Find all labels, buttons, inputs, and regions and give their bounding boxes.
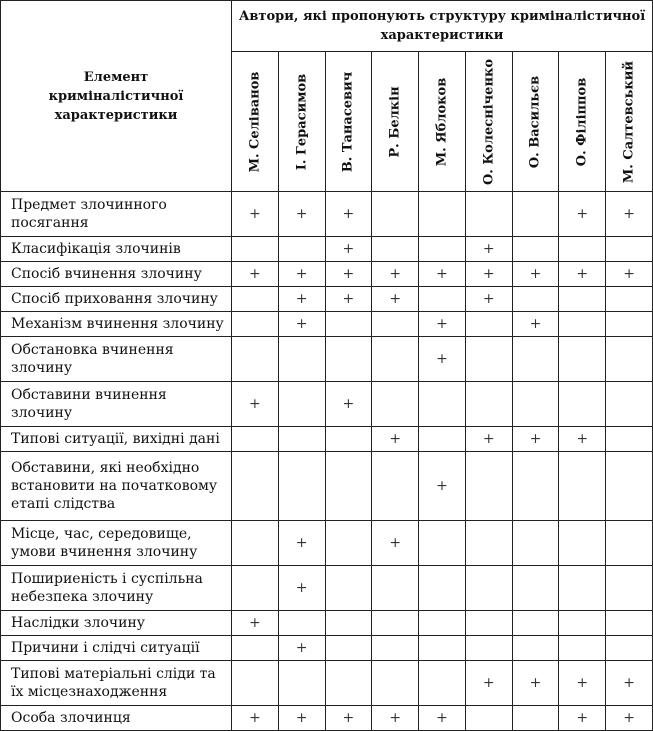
row-label: Причини і слідчі ситуації xyxy=(1,636,232,661)
empty-cell xyxy=(419,661,466,706)
empty-cell xyxy=(419,636,466,661)
empty-cell xyxy=(325,521,372,566)
empty-cell xyxy=(512,521,559,566)
empty-cell xyxy=(559,521,606,566)
row-label: Пошириеність і суспільна небезпека злочину xyxy=(1,566,232,611)
table-row xyxy=(1,287,653,312)
plus-mark-cell: + xyxy=(606,706,653,731)
author-header xyxy=(372,52,419,192)
plus-mark-cell: + xyxy=(606,192,653,237)
row-label: Типові ситуації, вихідні дані xyxy=(1,427,232,452)
empty-cell xyxy=(559,636,606,661)
table-row xyxy=(1,636,653,661)
plus-mark-cell: + xyxy=(465,661,512,706)
plus-mark-cell: + xyxy=(278,262,325,287)
table-row xyxy=(1,337,653,382)
plus-mark-cell: + xyxy=(372,287,419,312)
empty-cell xyxy=(606,237,653,262)
plus-mark-cell: + xyxy=(232,611,279,636)
plus-mark-cell: + xyxy=(465,262,512,287)
empty-cell xyxy=(419,192,466,237)
empty-cell xyxy=(232,636,279,661)
empty-cell xyxy=(278,337,325,382)
empty-cell xyxy=(559,566,606,611)
row-label: Особа злочинця xyxy=(1,706,232,731)
empty-cell xyxy=(465,521,512,566)
empty-cell xyxy=(419,521,466,566)
author-name: М. Селіванов xyxy=(247,71,263,172)
empty-cell xyxy=(372,452,419,521)
table-row xyxy=(1,192,653,237)
author-header xyxy=(465,52,512,192)
plus-mark-cell: + xyxy=(325,192,372,237)
empty-cell xyxy=(465,611,512,636)
empty-cell xyxy=(325,427,372,452)
empty-cell xyxy=(606,287,653,312)
empty-cell xyxy=(325,452,372,521)
plus-mark-cell: + xyxy=(559,706,606,731)
plus-mark-cell: + xyxy=(372,427,419,452)
plus-mark-cell: + xyxy=(606,262,653,287)
empty-cell xyxy=(606,337,653,382)
empty-cell xyxy=(465,566,512,611)
empty-cell xyxy=(512,192,559,237)
plus-mark-cell: + xyxy=(372,521,419,566)
empty-cell xyxy=(512,452,559,521)
table-row xyxy=(1,566,653,611)
plus-mark-cell: + xyxy=(278,312,325,337)
element-column-header: Елемент криміналістичної характеристики xyxy=(1,1,232,192)
table-row xyxy=(1,521,653,566)
empty-cell xyxy=(232,237,279,262)
plus-mark-cell: + xyxy=(278,192,325,237)
empty-cell xyxy=(325,661,372,706)
empty-cell xyxy=(512,611,559,636)
empty-cell xyxy=(325,566,372,611)
empty-cell xyxy=(278,237,325,262)
empty-cell xyxy=(278,611,325,636)
empty-cell xyxy=(606,382,653,427)
empty-cell xyxy=(512,566,559,611)
plus-mark-cell: + xyxy=(372,262,419,287)
author-name: Р. Белкін xyxy=(387,85,403,158)
empty-cell xyxy=(419,382,466,427)
plus-mark-cell: + xyxy=(419,337,466,382)
author-header xyxy=(559,52,606,192)
plus-mark-cell: + xyxy=(512,262,559,287)
empty-cell xyxy=(372,337,419,382)
empty-cell xyxy=(372,661,419,706)
plus-mark-cell: + xyxy=(606,661,653,706)
plus-mark-cell: + xyxy=(419,312,466,337)
author-name: О. Філіппов xyxy=(574,77,590,166)
empty-cell xyxy=(372,312,419,337)
table-row xyxy=(1,706,653,731)
empty-cell xyxy=(419,237,466,262)
plus-mark-cell: + xyxy=(232,192,279,237)
author-header xyxy=(278,52,325,192)
empty-cell xyxy=(559,287,606,312)
plus-mark-cell: + xyxy=(372,706,419,731)
empty-cell xyxy=(606,452,653,521)
empty-cell xyxy=(232,566,279,611)
empty-cell xyxy=(232,312,279,337)
author-header xyxy=(325,52,372,192)
empty-cell xyxy=(372,611,419,636)
empty-cell xyxy=(465,337,512,382)
author-header xyxy=(232,52,279,192)
plus-mark-cell: + xyxy=(559,262,606,287)
plus-mark-cell: + xyxy=(278,636,325,661)
table-row xyxy=(1,312,653,337)
row-label: Обстановка вчинення злочину xyxy=(1,337,232,382)
empty-cell xyxy=(512,287,559,312)
author-name: В. Танасевич xyxy=(340,71,356,172)
empty-cell xyxy=(465,706,512,731)
row-label: Наслідки злочину xyxy=(1,611,232,636)
row-label: Класифікація злочинів xyxy=(1,237,232,262)
empty-cell xyxy=(278,382,325,427)
plus-mark-cell: + xyxy=(465,237,512,262)
plus-mark-cell: + xyxy=(278,287,325,312)
empty-cell xyxy=(606,427,653,452)
table-row xyxy=(1,427,653,452)
plus-mark-cell: + xyxy=(512,661,559,706)
table-row xyxy=(1,452,653,521)
row-label: Предмет злочинного посягання xyxy=(1,192,232,237)
empty-cell xyxy=(606,611,653,636)
empty-cell xyxy=(606,521,653,566)
empty-cell xyxy=(512,706,559,731)
empty-cell xyxy=(465,382,512,427)
plus-mark-cell: + xyxy=(278,566,325,611)
plus-mark-cell: + xyxy=(325,382,372,427)
empty-cell xyxy=(559,611,606,636)
empty-cell xyxy=(372,192,419,237)
plus-mark-cell: + xyxy=(512,427,559,452)
plus-mark-cell: + xyxy=(232,382,279,427)
row-label: Місце, час, середовище, умови вчинення злочину xyxy=(1,521,232,566)
author-name: О. Васильєв xyxy=(527,75,543,168)
empty-cell xyxy=(325,636,372,661)
empty-cell xyxy=(512,382,559,427)
empty-cell xyxy=(278,427,325,452)
empty-cell xyxy=(559,237,606,262)
empty-cell xyxy=(512,636,559,661)
table-row xyxy=(1,382,653,427)
empty-cell xyxy=(278,661,325,706)
plus-mark-cell: + xyxy=(278,706,325,731)
table-body xyxy=(1,192,653,731)
empty-cell xyxy=(372,237,419,262)
plus-mark-cell: + xyxy=(232,262,279,287)
table-row xyxy=(1,237,653,262)
plus-mark-cell: + xyxy=(419,452,466,521)
plus-mark-cell: + xyxy=(419,262,466,287)
empty-cell xyxy=(232,521,279,566)
empty-cell xyxy=(325,312,372,337)
plus-mark-cell: + xyxy=(325,706,372,731)
row-label: Обставини, які необхідно встановити на початковому етапі слідства xyxy=(1,452,232,521)
empty-cell xyxy=(372,636,419,661)
empty-cell xyxy=(465,192,512,237)
plus-mark-cell: + xyxy=(465,287,512,312)
author-name: М. Салтевський xyxy=(621,60,637,183)
row-label: Механізм вчинення злочину xyxy=(1,312,232,337)
author-name: М. Яблоков xyxy=(434,77,450,166)
empty-cell xyxy=(559,452,606,521)
table-row xyxy=(1,661,653,706)
plus-mark-cell: + xyxy=(465,427,512,452)
empty-cell xyxy=(419,427,466,452)
plus-mark-cell: + xyxy=(325,262,372,287)
row-label: Спосіб вчинення злочину xyxy=(1,262,232,287)
empty-cell xyxy=(512,337,559,382)
author-header xyxy=(512,52,559,192)
empty-cell xyxy=(465,312,512,337)
author-name: І. Герасимов xyxy=(294,73,310,170)
empty-cell xyxy=(559,382,606,427)
empty-cell xyxy=(232,427,279,452)
table-row xyxy=(1,262,653,287)
author-header xyxy=(419,52,466,192)
empty-cell xyxy=(465,452,512,521)
empty-cell xyxy=(232,661,279,706)
row-label: Типові матеріальні сліди та їх місцезнаходження xyxy=(1,661,232,706)
plus-mark-cell: + xyxy=(325,237,372,262)
empty-cell xyxy=(419,566,466,611)
empty-cell xyxy=(372,382,419,427)
empty-cell xyxy=(606,636,653,661)
empty-cell xyxy=(512,237,559,262)
author-name: О. Колесніченко xyxy=(481,58,497,185)
empty-cell xyxy=(559,312,606,337)
author-header xyxy=(606,52,653,192)
empty-cell xyxy=(232,452,279,521)
empty-cell xyxy=(232,287,279,312)
empty-cell xyxy=(419,287,466,312)
empty-cell xyxy=(606,312,653,337)
plus-mark-cell: + xyxy=(559,427,606,452)
plus-mark-cell: + xyxy=(419,706,466,731)
table-row xyxy=(1,611,653,636)
empty-cell xyxy=(465,636,512,661)
empty-cell xyxy=(278,452,325,521)
plus-mark-cell: + xyxy=(232,706,279,731)
row-label: Обставини вчинення злочину xyxy=(1,382,232,427)
empty-cell xyxy=(559,337,606,382)
plus-mark-cell: + xyxy=(512,312,559,337)
plus-mark-cell: + xyxy=(559,661,606,706)
empty-cell xyxy=(419,611,466,636)
empty-cell xyxy=(325,337,372,382)
empty-cell xyxy=(372,566,419,611)
authors-group-header: Автори, які пропонують структуру криміналістичної характеристики xyxy=(232,1,653,52)
plus-mark-cell: + xyxy=(278,521,325,566)
plus-mark-cell: + xyxy=(325,287,372,312)
empty-cell xyxy=(325,611,372,636)
row-label: Спосіб приховання злочину xyxy=(1,287,232,312)
plus-mark-cell: + xyxy=(559,192,606,237)
empty-cell xyxy=(606,566,653,611)
empty-cell xyxy=(232,337,279,382)
